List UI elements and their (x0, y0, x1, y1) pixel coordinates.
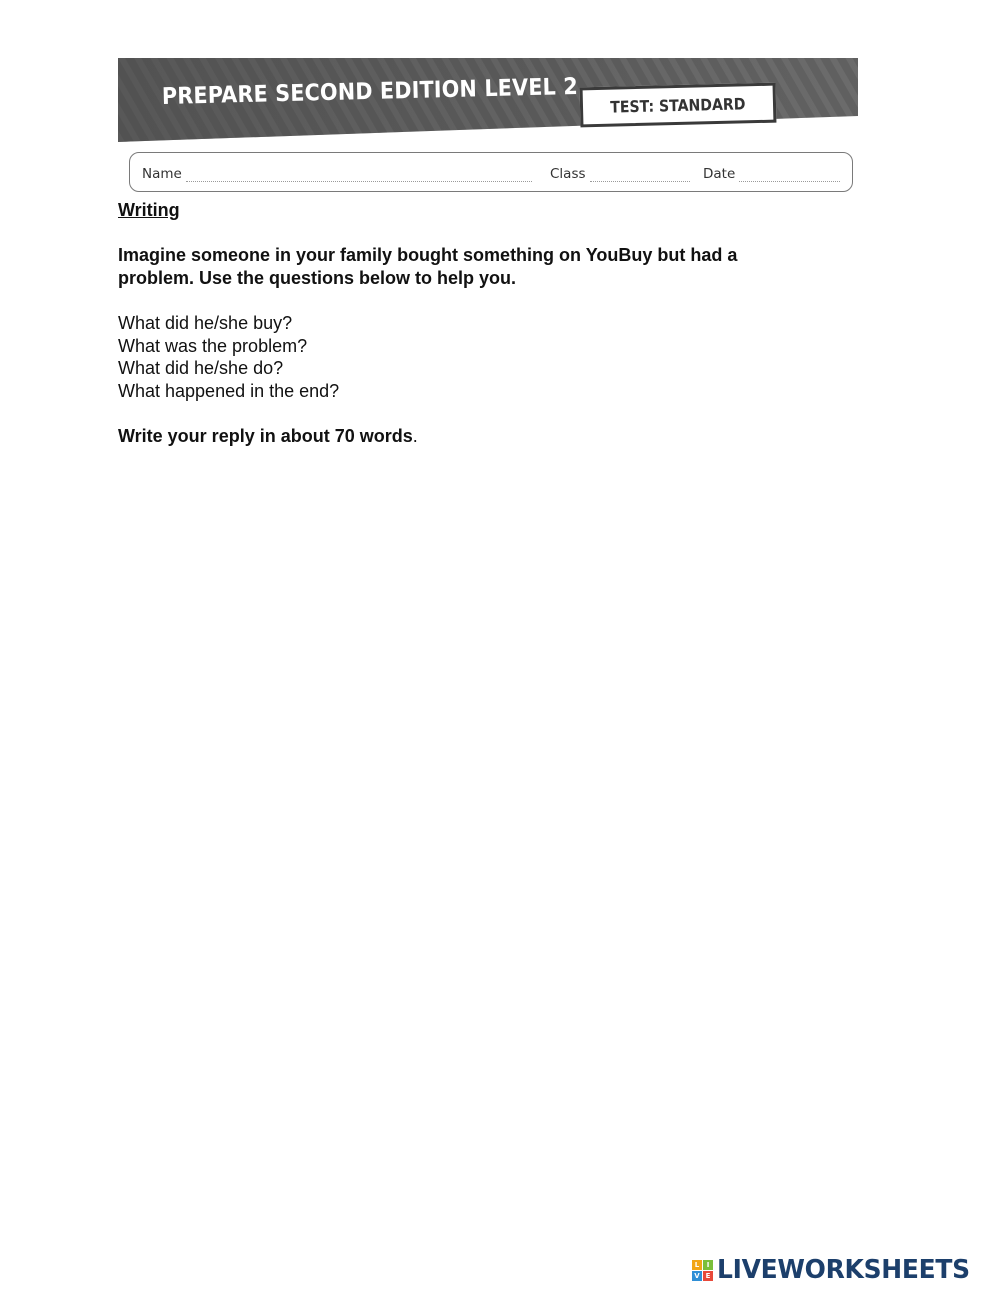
name-field[interactable] (142, 166, 532, 182)
logo-cell: V (692, 1271, 702, 1281)
class-line (590, 167, 690, 182)
question-item: What was the problem? (118, 335, 308, 356)
date-field[interactable] (703, 166, 840, 182)
class-field[interactable] (550, 166, 690, 182)
instruction-line-1: Imagine someone in your family bought something on YouBuy but had a (118, 245, 738, 266)
name-label: Name (142, 166, 182, 182)
logo-cell: L (692, 1260, 702, 1270)
date-line (739, 167, 840, 182)
class-label: Class (550, 166, 586, 182)
test-type-label: TEST: STANDARD (610, 93, 746, 117)
logo-squares-icon (692, 1260, 713, 1281)
instruction-line-2: problem. Use the questions below to help you. (118, 267, 517, 288)
task-instruction-end: . (412, 425, 418, 446)
name-line (186, 167, 532, 182)
question-item: What happened in the end? (118, 380, 340, 401)
question-item: What did he/she buy? (118, 312, 293, 333)
logo-cell: E (703, 1271, 713, 1281)
banner-title: PREPARE SECOND EDITION LEVEL 2 (161, 73, 579, 110)
writing-section (118, 199, 858, 448)
task-instruction (118, 425, 858, 448)
question-item: What did he/she do? (118, 358, 284, 379)
logo-text: LIVEWORKSHEETS (717, 1255, 970, 1285)
logo-cell: I (703, 1260, 713, 1270)
test-type-box (580, 83, 777, 128)
header-banner (118, 58, 858, 142)
student-info-bar (129, 152, 853, 192)
date-label: Date (703, 166, 736, 182)
task-instruction-bold: Write your reply in about 70 words (118, 425, 413, 446)
liveworksheets-logo[interactable] (692, 1255, 980, 1285)
section-heading: Writing (118, 200, 180, 220)
